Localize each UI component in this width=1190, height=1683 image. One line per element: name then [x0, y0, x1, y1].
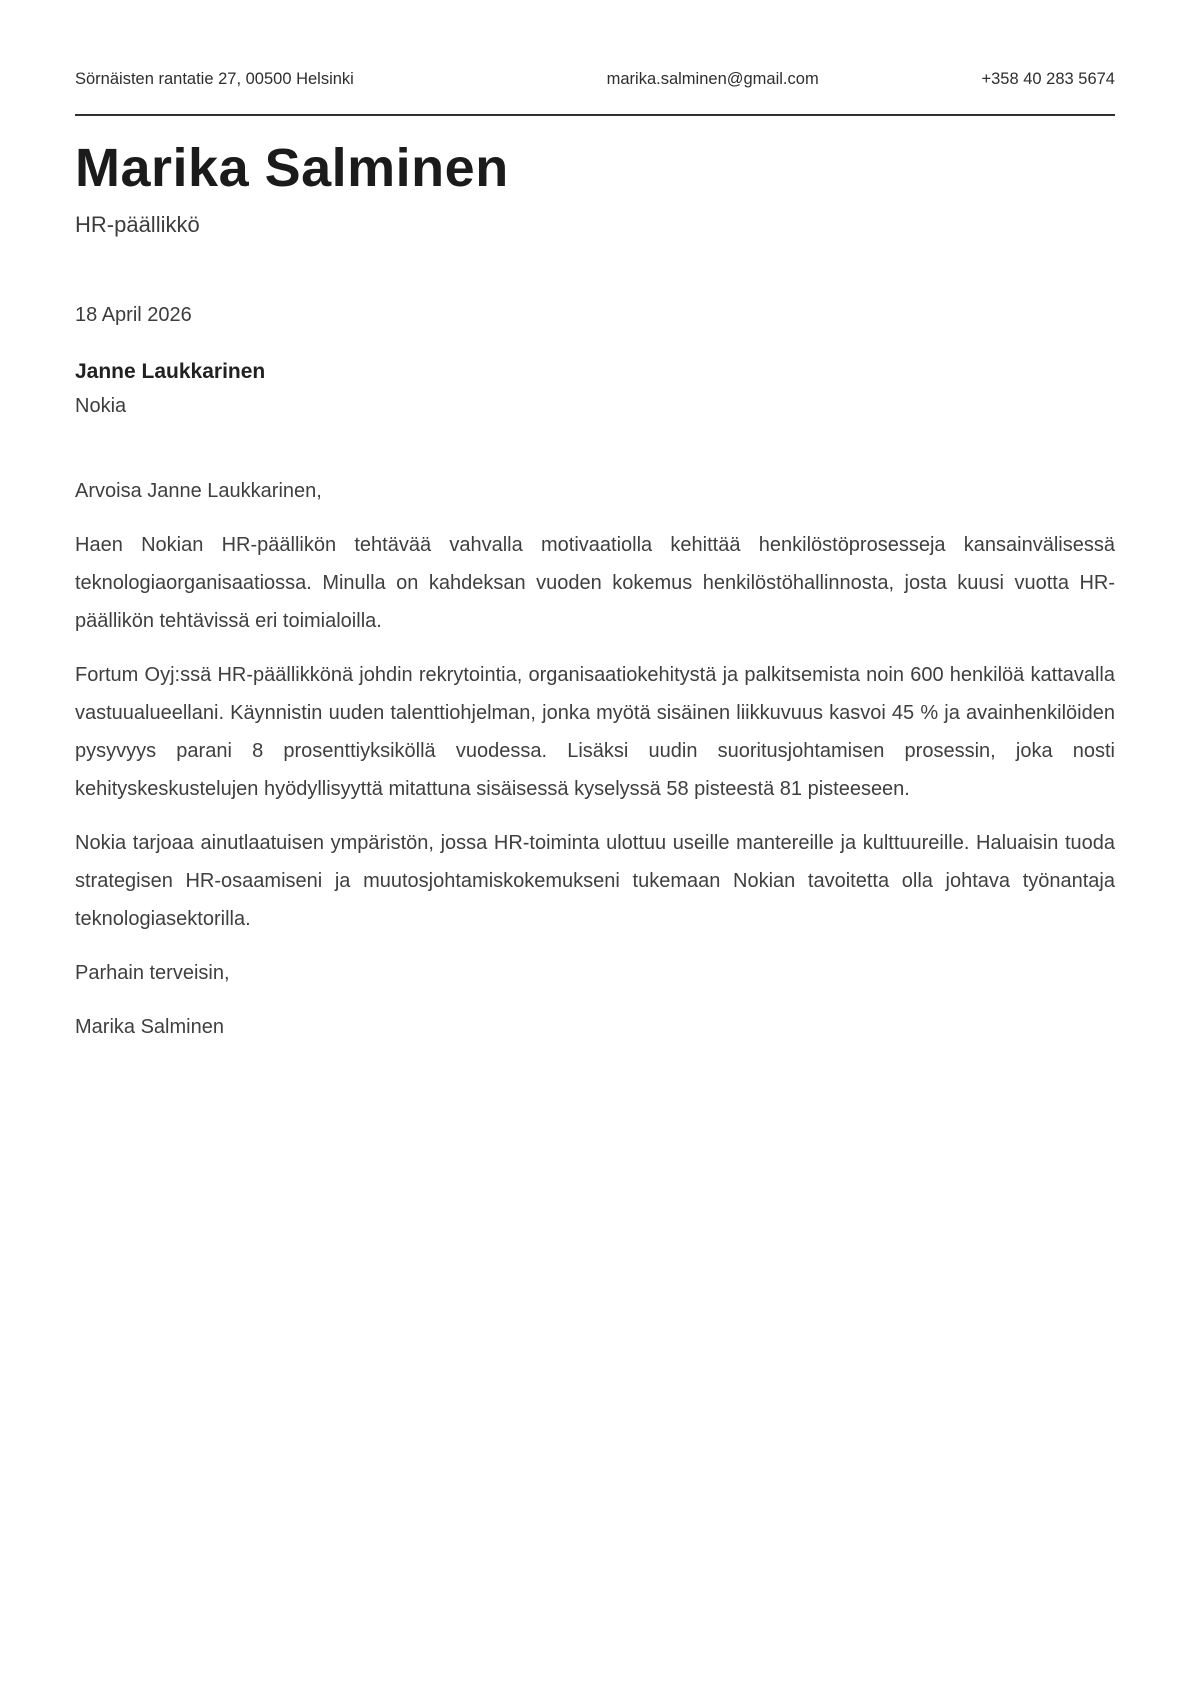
contact-address: Sörnäisten rantatie 27, 00500 Helsinki — [75, 70, 354, 88]
body-paragraph: Fortum Oyj:ssä HR-päällikkönä johdin rekrytointia, organisaatiokehitystä ja palkitsemista noin 600 henkilöä kattavalla vastuualueellani. Käynnistin uuden talenttiohjelman, jonka myötä sisäinen liikkuvuus kasvoi 45 % ja avainhenkilöiden pysyvyys parani 8 prosenttiyksiköllä vuodessa. Lisäksi uudin suoritusjohtamisen prosessin, joka nosti kehityskeskustelujen hyödyllisyyttä mitattuna sisäisessä kyselyssä 58 pisteestä 81 pisteeseen. — [75, 663, 1115, 800]
closing-phrase: Parhain terveisin, — [75, 961, 230, 984]
recipient-company: Nokia — [75, 394, 127, 417]
salutation: Arvoisa Janne Laukkarinen, — [75, 479, 322, 502]
signature-name: Marika Salminen — [75, 1015, 224, 1038]
closing-block — [75, 954, 1115, 1046]
contact-phone: +358 40 283 5674 — [981, 70, 1115, 88]
recipient-block — [75, 360, 1115, 418]
recipient-name: Janne Laukkarinen — [75, 359, 266, 383]
job-title: HR-päällikkö — [75, 211, 200, 237]
letter-body — [75, 472, 1115, 1046]
contact-bar — [75, 70, 1115, 116]
page-title-name: Marika Salminen — [75, 138, 509, 198]
body-paragraph: Haen Nokian HR-päällikön tehtävää vahvalla motivaatiolla kehittää henkilöstöprosesseja kansainvälisessä teknologiaorganisaatiossa. Minulla on kahdeksan vuoden kokemus henkilöstöhallinnosta, josta kuusi vuotta HR-päällikön tehtävissä eri toimialoilla. — [75, 533, 1115, 632]
body-paragraph: Nokia tarjoaa ainutlaatuisen ympäristön, jossa HR-toiminta ulottuu useille mantereille ja kulttuureille. Haluaisin tuoda strategisen HR-osaamiseni ja muutosjohtamiskokemukseni tukemaan Nokian tavoitetta olla johtava työnantaja teknologiasektorilla. — [75, 831, 1115, 930]
letter-date: 18 April 2026 — [75, 303, 192, 326]
contact-email: marika.salminen@gmail.com — [606, 70, 819, 88]
